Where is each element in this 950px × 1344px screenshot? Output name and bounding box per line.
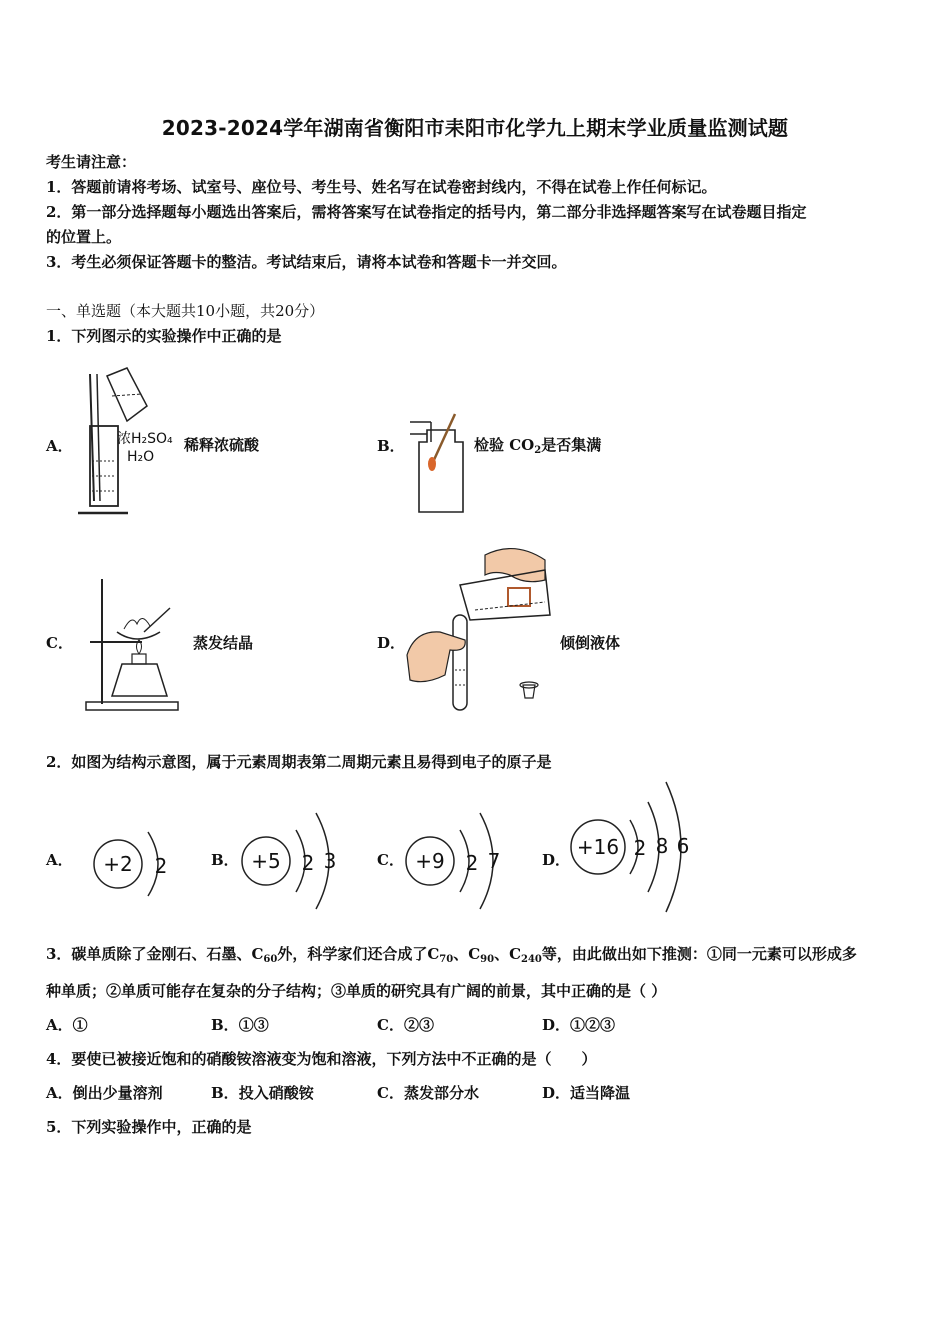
notice-item-2-cont: 的位置上。 <box>46 228 122 246</box>
option-text: ②③ <box>403 1016 434 1034</box>
pour-liquid-illustration <box>405 540 555 712</box>
nucleus-charge: +2 <box>103 852 133 876</box>
subscript: 240 <box>521 954 542 965</box>
option-text: ①②③ <box>570 1016 616 1034</box>
shell-electrons: 8 <box>655 834 669 858</box>
caption-text-end: 是否集满 <box>541 436 602 454</box>
q3-stem-line-1 <box>46 944 857 964</box>
option-text: 蒸发部分水 <box>403 1084 479 1102</box>
q3-option-d[interactable] <box>542 1015 615 1035</box>
shell-electrons: 6 <box>676 834 690 858</box>
atom-diagram-b <box>238 808 348 913</box>
option-text: 倒出少量溶剂 <box>72 1084 163 1102</box>
notice-heading: 考生请注意： <box>46 153 137 171</box>
shell-electrons: 2 <box>154 854 168 878</box>
q3-text: 外，科学家们还合成了C <box>277 945 440 963</box>
shell-electrons: 2 <box>633 836 647 860</box>
q3-text: 、C <box>494 945 522 963</box>
atom-diagram-c <box>404 808 514 913</box>
option-text: 投入硝酸铵 <box>238 1084 314 1102</box>
shell-electrons: 2 <box>465 851 479 875</box>
nucleus-charge: +9 <box>415 849 445 873</box>
option-label: C． <box>377 1084 404 1102</box>
q3-text: 3．碳单质除了金刚石、石墨、C <box>46 945 264 963</box>
q2-stem: 2．如图为结构示意图，属于元素周期表第二周期元素且易得到电子的原子是 <box>46 753 552 771</box>
subscript: 60 <box>263 954 278 965</box>
q3-option-c[interactable] <box>377 1015 434 1035</box>
q2-option-b-label: B． <box>211 851 239 869</box>
q2-option-a-label: A． <box>46 851 73 869</box>
evaporation-illustration <box>82 574 182 714</box>
q1-option-a-caption: 稀释浓硫酸 <box>184 436 260 454</box>
option-text: 适当降温 <box>570 1084 631 1102</box>
option-text: ① <box>72 1016 88 1034</box>
caption-text: 检验 CO <box>474 436 535 454</box>
caption-subscript: 2 <box>534 445 542 456</box>
q1-option-c-caption: 蒸发结晶 <box>193 634 254 652</box>
q3-text: 等，由此做出如下推测：①同一元素可以形成多 <box>541 945 857 963</box>
q3-text: 、C <box>453 945 481 963</box>
notice-item-3: 3．考生必须保证答题卡的整洁。考试结束后，请将本试卷和答题卡一并交回。 <box>46 253 567 271</box>
notice-item-2: 2．第一部分选择题每小题选出答案后，需将答案写在试卷指定的括号内，第二部分非选择题答案写在试卷题目指定 <box>46 203 807 221</box>
q1-option-a-label: A． <box>46 437 73 455</box>
subscript: 90 <box>480 954 495 965</box>
q1-option-d-caption: 倾倒液体 <box>560 634 621 652</box>
q5-stem: 5．下列实验操作中，正确的是 <box>46 1118 252 1136</box>
option-label: C． <box>377 1016 404 1034</box>
dilute-acid-illustration <box>72 366 187 518</box>
q3-option-a[interactable] <box>46 1015 88 1035</box>
notice-item-1: 1．答题前请将考场、试室号、座位号、考生号、姓名写在试卷密封线内，不得在试卷上作任何标记。 <box>46 178 717 196</box>
option-text: ①③ <box>238 1016 269 1034</box>
option-label: B． <box>211 1084 239 1102</box>
option-label: A． <box>46 1084 73 1102</box>
nucleus-charge: +5 <box>251 849 281 873</box>
conc-acid-label: 浓H₂SO₄ <box>117 431 173 447</box>
section-heading: 一、单选题（本大题共10小题，共20分） <box>46 302 325 320</box>
option-label: B． <box>211 1016 239 1034</box>
water-label: H₂O <box>127 449 155 465</box>
q2-option-c-label: C． <box>377 851 404 869</box>
q1-option-c-label: C． <box>46 634 73 652</box>
atom-diagram-a <box>88 822 178 902</box>
q1-option-b-label: B． <box>377 437 405 455</box>
q4-stem: 4．要使已被接近饱和的硝酸铵溶液变为饱和溶液，下列方法中不正确的是（ ） <box>46 1050 597 1068</box>
shell-electrons: 7 <box>487 849 501 873</box>
option-label: D． <box>542 1016 571 1034</box>
q3-option-b[interactable] <box>211 1015 269 1035</box>
q1-option-b-caption <box>474 434 601 455</box>
page-title: 2023-2024学年湖南省衡阳市耒阳市化学九上期末学业质量监测试题 <box>161 116 789 140</box>
subscript: 70 <box>439 954 454 965</box>
q4-option-d[interactable] <box>542 1083 630 1103</box>
atom-diagram-d <box>568 780 698 915</box>
nucleus-charge: +16 <box>576 835 620 859</box>
q4-option-c[interactable] <box>377 1083 479 1103</box>
option-label: D． <box>542 1084 571 1102</box>
q4-option-a[interactable] <box>46 1083 163 1103</box>
q1-option-d-label: D． <box>377 634 406 652</box>
option-label: A． <box>46 1016 73 1034</box>
shell-electrons: 2 <box>301 851 315 875</box>
q2-option-d-label: D． <box>542 851 571 869</box>
q1-stem: 1．下列图示的实验操作中正确的是 <box>46 327 282 345</box>
co2-test-illustration <box>405 412 471 517</box>
shell-electrons: 3 <box>323 849 337 873</box>
q4-option-b[interactable] <box>211 1083 314 1103</box>
q3-stem-line-2: 种单质；②单质可能存在复杂的分子结构；③单质的研究具有广阔的前景，其中正确的是（ ） <box>46 982 667 1000</box>
